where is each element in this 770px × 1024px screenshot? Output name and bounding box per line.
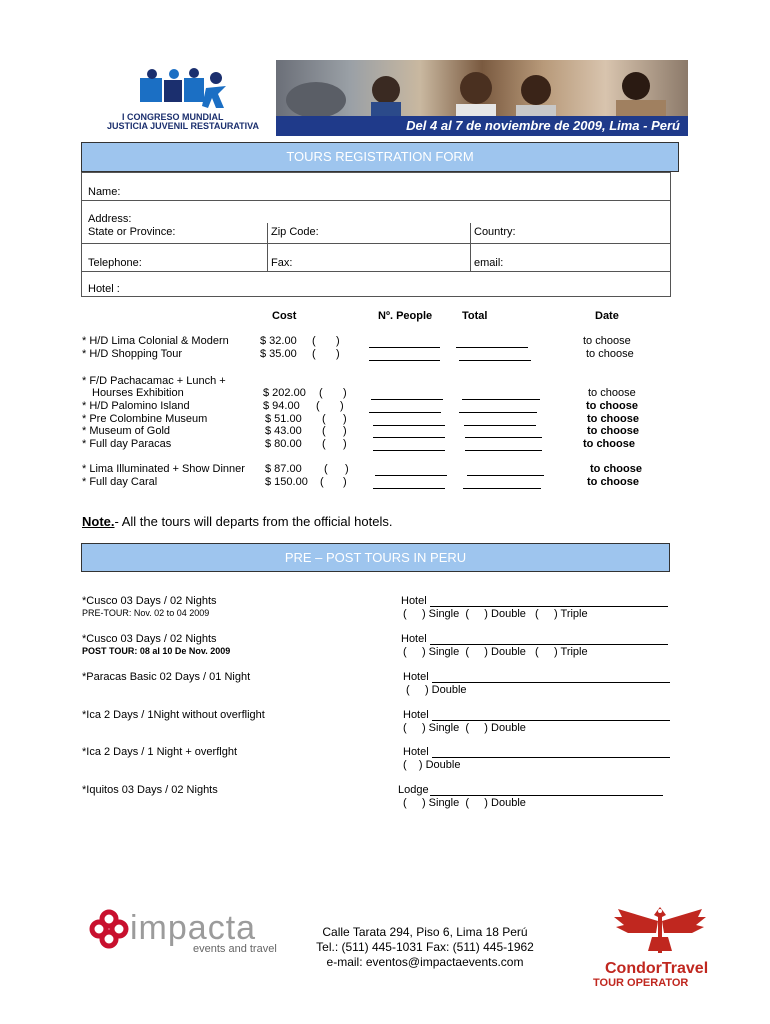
- fax-field-label[interactable]: Fax:: [271, 257, 293, 269]
- tour-cost: $ 94.00: [263, 400, 300, 412]
- tour-cost: $ 51.00: [265, 413, 302, 425]
- zip-field-label[interactable]: Zip Code:: [271, 226, 319, 238]
- total-blank[interactable]: [462, 399, 540, 400]
- tour-name: * Pre Colombine Museum: [82, 413, 208, 425]
- tour-cost: $ 43.00: [265, 425, 302, 437]
- paren-close[interactable]: ): [336, 348, 340, 360]
- paren-close[interactable]: ): [343, 413, 347, 425]
- hotel-blank[interactable]: [432, 757, 670, 758]
- address-field-label[interactable]: Address:: [88, 213, 132, 225]
- hotel-blank[interactable]: [430, 606, 668, 607]
- total-blank[interactable]: [464, 425, 536, 426]
- people-blank[interactable]: [373, 488, 445, 489]
- footer-phone: Tel.: (511) 445-1031 Fax: (511) 445-1962: [316, 940, 534, 954]
- tour-date[interactable]: to choose: [587, 476, 639, 488]
- paren-open[interactable]: (: [312, 335, 316, 347]
- tour-date[interactable]: to choose: [590, 463, 642, 475]
- tour-cost: $ 87.00: [265, 463, 302, 475]
- tour-cost: $ 202.00: [263, 387, 306, 399]
- tour-name: * H/D Lima Colonial & Modern: [82, 335, 229, 347]
- tour-cost: $ 80.00: [265, 438, 302, 450]
- total-blank[interactable]: [465, 437, 542, 438]
- paren-close[interactable]: ): [340, 400, 344, 412]
- note-label: Note.: [82, 514, 115, 529]
- room-options[interactable]: ( ) Single ( ) Double ( ) Triple: [403, 646, 588, 658]
- people-blank[interactable]: [371, 399, 443, 400]
- tour-name: * Full day Caral: [82, 476, 158, 488]
- hotel-label: Hotel: [401, 595, 427, 607]
- people-blank[interactable]: [373, 437, 445, 438]
- date-header: Date: [595, 310, 619, 322]
- paren-close[interactable]: ): [336, 335, 340, 347]
- paren-open[interactable]: (: [322, 425, 326, 437]
- tour-date[interactable]: to choose: [583, 438, 635, 450]
- banner-dates: Del 4 al 7 de noviembre de 2009, Lima - Perú: [406, 118, 680, 133]
- paren-close[interactable]: ): [343, 425, 347, 437]
- hotel-blank[interactable]: [430, 644, 668, 645]
- tour-name: * Museum of Gold: [82, 425, 171, 437]
- pre-post-tour-name: *Ica 2 Days / 1Night without overflight: [82, 709, 265, 721]
- tour-name: * H/D Shopping Tour: [82, 348, 183, 360]
- congress-title-line2: JUSTICIA JUVENIL RESTAURATIVA: [107, 121, 260, 131]
- total-blank[interactable]: [465, 450, 542, 451]
- pre-post-tours-title: PRE – POST TOURS IN PERU: [81, 543, 670, 572]
- paren-open[interactable]: (: [324, 463, 328, 475]
- name-field-label[interactable]: Name:: [88, 186, 121, 198]
- lodge-blank[interactable]: [430, 795, 663, 796]
- tour-cost: $ 32.00: [260, 335, 297, 347]
- total-blank[interactable]: [463, 488, 541, 489]
- tour-date[interactable]: to choose: [586, 400, 638, 412]
- cost-header: Cost: [272, 310, 297, 322]
- hotel-blank[interactable]: [432, 682, 670, 683]
- condor-tour-operator: TOUR OPERATOR: [593, 977, 689, 989]
- congress-title-line1: I CONGRESO MUNDIAL: [122, 112, 224, 122]
- paren-open[interactable]: (: [322, 438, 326, 450]
- pre-post-tour-name: *Cusco 03 Days / 02 Nights: [82, 633, 217, 645]
- paren-open[interactable]: (: [316, 400, 320, 412]
- paren-close[interactable]: ): [343, 438, 347, 450]
- total-blank[interactable]: [459, 360, 531, 361]
- tour-name: * Full day Paracas: [82, 438, 172, 450]
- paren-open[interactable]: (: [312, 348, 316, 360]
- tour-name: * Lima Illuminated + Show Dinner: [82, 463, 245, 475]
- pre-post-tour-sub: POST TOUR: 08 al 10 De Nov. 2009: [82, 646, 231, 656]
- hotel-field-label[interactable]: Hotel :: [88, 283, 120, 295]
- hotel-label: Hotel: [403, 709, 429, 721]
- hotel-label: Hotel: [403, 671, 429, 683]
- hotel-blank[interactable]: [432, 720, 670, 721]
- tour-name: Hourses Exhibition: [92, 387, 184, 399]
- country-field-label[interactable]: Country:: [474, 226, 516, 238]
- total-header: Total: [462, 310, 488, 322]
- paren-close[interactable]: ): [345, 463, 349, 475]
- pre-post-tour-name: *Cusco 03 Days / 02 Nights: [82, 595, 217, 607]
- state-field-label[interactable]: State or Province:: [88, 226, 176, 238]
- hotel-label: Hotel: [401, 633, 427, 645]
- registration-form-box: [81, 172, 671, 297]
- pre-post-tour-name: *Ica 2 Days / 1 Night + overflght: [82, 746, 237, 758]
- paren-open[interactable]: (: [319, 387, 323, 399]
- tour-date[interactable]: to choose: [587, 425, 639, 437]
- room-options[interactable]: ( ) Single ( ) Double: [403, 722, 526, 734]
- condor-brand: CondorTravel: [605, 960, 709, 977]
- hotel-label: Hotel: [403, 746, 429, 758]
- room-options[interactable]: ( ) Single ( ) Double: [403, 797, 526, 809]
- people-header: Nº. People: [378, 310, 433, 322]
- total-blank[interactable]: [459, 412, 537, 413]
- total-blank[interactable]: [467, 475, 544, 476]
- room-options[interactable]: ( ) Single ( ) Double ( ) Triple: [403, 608, 588, 620]
- registration-form-title: TOURS REGISTRATION FORM: [81, 142, 679, 172]
- telephone-field-label[interactable]: Telephone:: [88, 257, 142, 269]
- email-field-label[interactable]: email:: [474, 257, 504, 269]
- room-options[interactable]: ( ) Double: [403, 759, 461, 771]
- tour-date[interactable]: to choose: [588, 387, 636, 399]
- tour-date[interactable]: to choose: [587, 413, 639, 425]
- people-blank[interactable]: [373, 425, 445, 426]
- note-line: [82, 514, 392, 529]
- congress-figures-logo: [140, 68, 230, 113]
- paren-open[interactable]: (: [320, 476, 324, 488]
- note-text: - All the tours will departs from the official hotels.: [114, 514, 393, 529]
- impacta-knot-logo: [88, 908, 130, 953]
- footer-email[interactable]: e-mail: eventos@impactaevents.com: [326, 955, 524, 969]
- pre-post-tour-sub: PRE-TOUR: Nov. 02 to 04 2009: [82, 608, 210, 618]
- tour-date[interactable]: to choose: [586, 348, 634, 360]
- paren-close[interactable]: ): [343, 387, 347, 399]
- people-blank[interactable]: [373, 450, 445, 451]
- tour-cost: $ 35.00: [260, 348, 297, 360]
- condor-bird-logo: [612, 903, 708, 962]
- lodge-label: Lodge: [398, 784, 429, 796]
- impacta-brand-sub: events and travel: [193, 943, 277, 955]
- pre-post-tour-name: *Iquitos 03 Days / 02 Nights: [82, 784, 218, 796]
- paren-open[interactable]: (: [322, 413, 326, 425]
- people-blank[interactable]: [369, 360, 440, 361]
- paren-close[interactable]: ): [343, 476, 347, 488]
- pre-post-tour-name: *Paracas Basic 02 Days / 01 Night: [82, 671, 251, 683]
- room-options[interactable]: ( ) Double: [406, 684, 467, 696]
- footer-address: Calle Tarata 294, Piso 6, Lima 18 Perú: [322, 925, 528, 939]
- tour-name: * H/D Palomino Island: [82, 400, 190, 412]
- people-blank[interactable]: [369, 347, 440, 348]
- total-blank[interactable]: [456, 347, 528, 348]
- people-blank[interactable]: [369, 412, 441, 413]
- people-blank[interactable]: [375, 475, 447, 476]
- tour-name: * F/D Pachacamac + Lunch +: [82, 375, 226, 387]
- tour-date[interactable]: to choose: [583, 335, 631, 347]
- impacta-brand: impacta: [130, 909, 257, 947]
- tour-cost: $ 150.00: [265, 476, 308, 488]
